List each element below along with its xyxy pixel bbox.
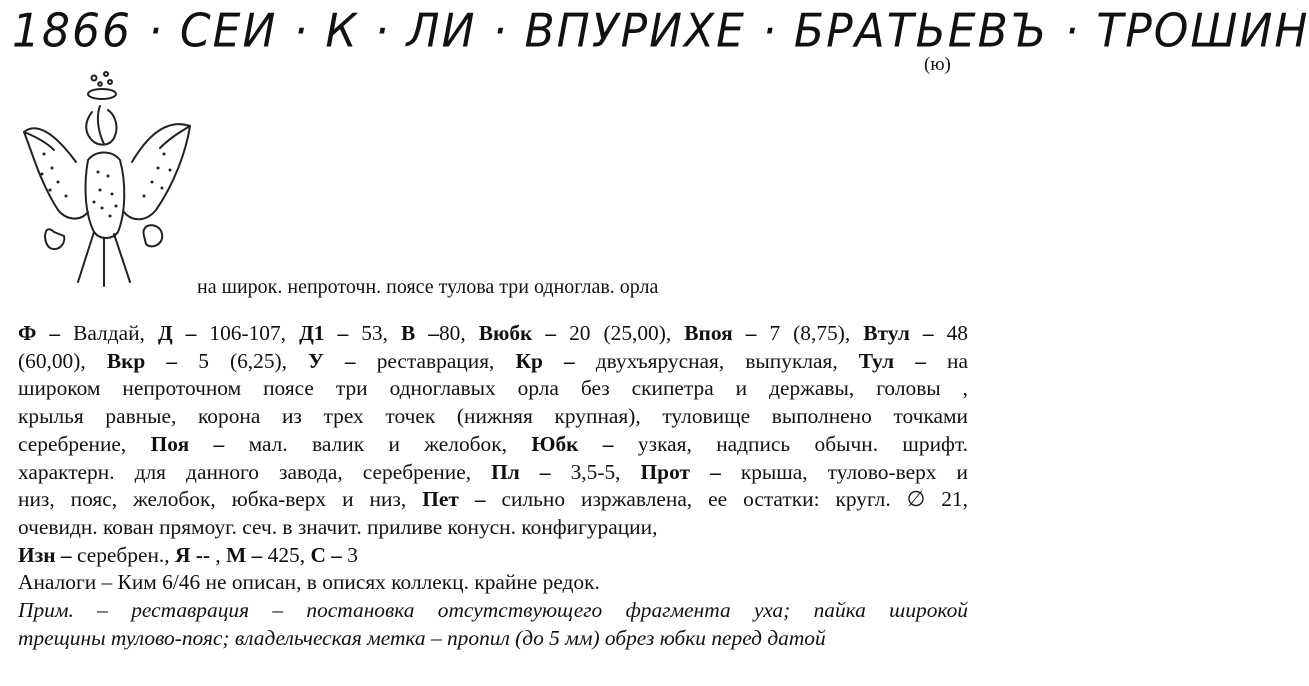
field-key: Пет – [422,487,486,512]
field-text: 20 (25,00), [556,321,685,345]
field-key: С – [310,542,342,567]
field-text: 5 (6,25), [177,348,309,373]
inscription-header: 1866 · СЕИ · К · ЛИ · ВПУРИХЕ · БРАТЬЕВЪ · ТРОШИН [12,4,1309,59]
description-line [18,403,968,431]
field-key: Вкр – [106,348,178,373]
field-text: крыша, тулово-верх и [720,459,968,484]
field-text: узкая, надпись обычн. шрифт. [613,431,968,456]
description-line [18,375,968,403]
field-key: Д – [157,321,197,345]
description-lines [18,320,968,569]
field-key: Ф – [18,321,61,345]
field-text: сильно изржавлена, ее остатки: кругл. ∅ 21, [485,487,969,512]
description-line [18,459,968,487]
description-block [18,320,968,652]
figure-caption: на широк. непроточн. поясе тулова три одноглав. орла [197,276,659,298]
description-line [18,542,968,570]
field-text: , [210,542,227,567]
field-text: широком непроточном поясе три одноглавых орла без скипетра и державы, головы , [18,376,968,401]
field-text: Валдай, [60,321,158,345]
field-key: Впоя – [684,321,757,345]
analogs-line: Аналоги – Ким 6/46 не описан, в описях коллекц. крайне редок. [18,570,600,595]
description-line [18,320,968,348]
note-line-1: Прим. – реставрация – постановка отсутствующего фрагмента уха; пайка широкой [18,598,968,623]
field-text: низ, пояс, желобок, юбка-верх и низ, [18,487,423,512]
description-line [18,348,968,376]
field-text: на [925,348,968,373]
field-key: Пл – [491,459,551,484]
field-text: 7 (8,75), [756,321,864,345]
field-key: Прот – [640,459,721,484]
field-key: Втул – [863,321,934,345]
field-key: Я -- [174,542,211,567]
field-text: реставрация, [355,348,516,373]
field-key: Тул – [858,348,926,373]
mark-label: (ю) [924,54,951,75]
field-text: (60,00), [18,348,107,373]
field-text: очевидн. кован прямоуг. сеч. в значит. приливе конусн. конфигурации, [18,514,658,539]
field-key: Поя – [150,431,225,456]
field-key: Кр – [515,348,575,373]
field-text: 3,5-5, [550,459,641,484]
field-key: М – [226,542,263,567]
field-text: характерн. для данного завода, серебрение, [18,459,492,484]
description-line [18,431,968,459]
field-text: серебрен., [71,542,175,567]
field-text: 425, [262,542,311,567]
field-key: Юбк – [531,431,614,456]
field-key: У – [308,348,356,373]
description-line [18,514,968,542]
field-text: 106-107, [196,321,300,345]
field-key: Изн – [18,542,72,567]
field-text: двухъярусная, выпуклая, [574,348,859,373]
field-text: серебрение, [18,431,151,456]
field-key: В – [400,321,439,345]
field-text: 3 [341,542,358,567]
field-text: 48 [933,321,968,345]
double-headed-eagle-icon [14,72,204,294]
field-text: 80, [438,321,479,345]
field-key: Д1 – [299,321,349,345]
note-line-2: трещины тулово-пояс; владельческая метка – пропил (до 5 мм) обрез юбки перед датой [18,625,826,650]
field-text: мал. валик и желобок, [224,431,532,456]
field-text: 53, [348,321,401,345]
field-text: крылья равные, корона из трех точек (нижняя крупная), туловище выполнено точками [18,404,968,429]
description-line [18,486,968,514]
field-key: Вюбк – [478,321,557,345]
